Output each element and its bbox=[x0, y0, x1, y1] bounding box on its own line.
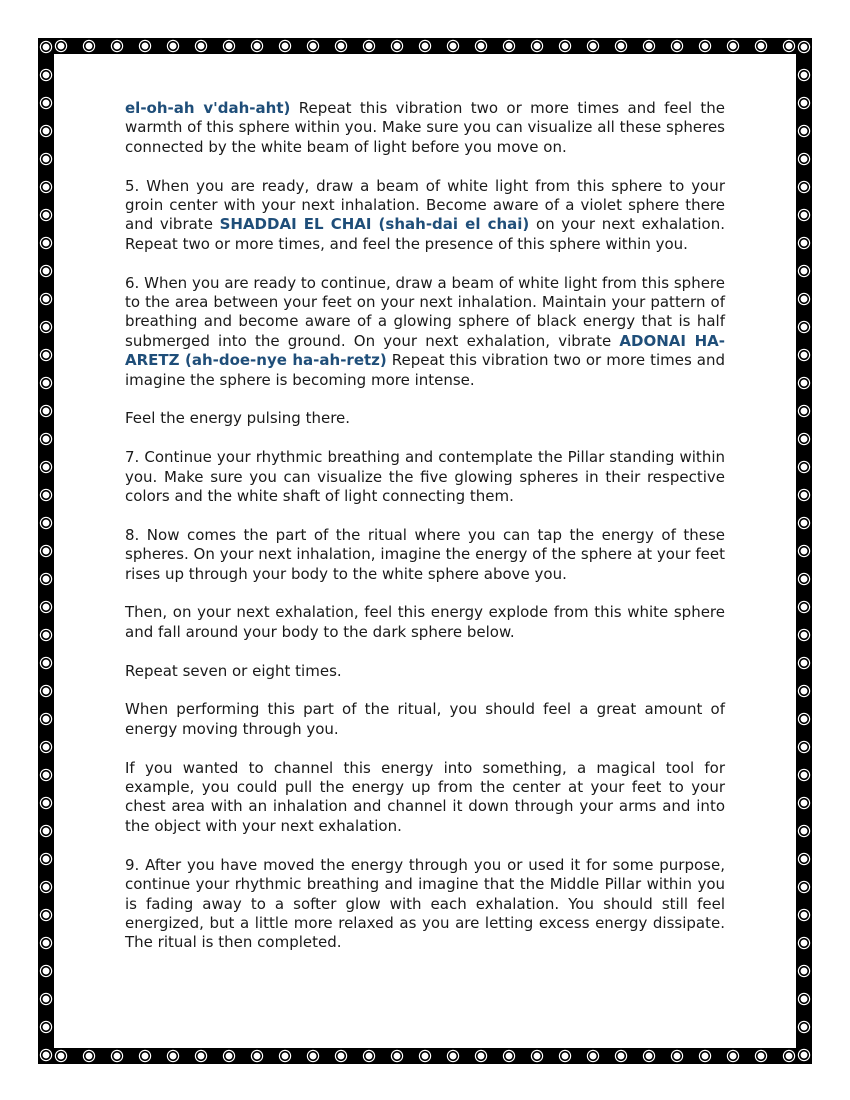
border-bottom bbox=[38, 1048, 812, 1064]
paragraph-text: Feel the energy pulsing there. bbox=[125, 409, 351, 428]
paragraph-6 bbox=[125, 526, 725, 584]
paragraph-text: Repeat seven or eight times. bbox=[125, 661, 342, 680]
paragraph-text: 5. When you are ready, draw a beam of white light from this sphere to your groin center with your next inhalation. Become aware of a violet sphere there and vibrate bbox=[125, 176, 725, 234]
document-body bbox=[125, 99, 725, 972]
border-left bbox=[38, 38, 54, 1064]
paragraph-4 bbox=[125, 409, 725, 428]
paragraph-text: 7. Continue your rhythmic breathing and contemplate the Pillar standing within you. Make sure you can visualize the five glowing spheres in their respective colors and the white shaft of light connecting them. bbox=[125, 448, 725, 506]
paragraph-text: If you wanted to channel this energy into something, a magical tool for example, you could pull the energy up from the center at your feet to your chest area with an inhalation and channel it down through your arms and into the object with your next exhalation. bbox=[125, 758, 725, 835]
paragraph-text: Repeat this vibration two or more times and imagine the sphere is becoming more intense. bbox=[125, 351, 725, 389]
paragraph-text: 6. When you are ready to continue, draw a beam of white light from this sphere to the area between your feet on your next inhalation. Maintain your pattern of breathing and become aware of a glowing sphere of black energy that is half submerged into the ground. On your next exhalation, vibrate bbox=[125, 273, 725, 350]
paragraph-2 bbox=[125, 177, 725, 255]
mantra-text: SHADDAI EL CHAI (shah-dai el chai) bbox=[219, 215, 530, 234]
paragraph-1 bbox=[125, 99, 725, 157]
paragraph-text: When performing this part of the ritual, you should feel a great amount of energy moving through you. bbox=[125, 700, 725, 738]
mantra-text: el-oh-ah v'dah-aht) bbox=[125, 99, 291, 117]
paragraph-3 bbox=[125, 274, 725, 390]
paragraph-text: on your next exhalation. Repeat two or more times, and feel the presence of this sphere within you. bbox=[125, 215, 725, 253]
paragraph-text: 8. Now comes the part of the ritual where you can tap the energy of these spheres. On your next inhalation, imagine the energy of the sphere at your feet rises up through your body to the white sphere above you. bbox=[125, 525, 725, 583]
paragraph-8 bbox=[125, 662, 725, 681]
border-top bbox=[38, 38, 812, 54]
paragraph-7 bbox=[125, 603, 725, 642]
paragraph-10 bbox=[125, 759, 725, 837]
paragraph-5 bbox=[125, 448, 725, 506]
mantra-text: ADONAI HA-ARETZ (ah-doe-nye ha-ah-retz) bbox=[125, 331, 726, 370]
border-right bbox=[796, 38, 812, 1064]
paragraph-9 bbox=[125, 700, 725, 739]
paragraph-text: 9. After you have moved the energy through you or used it for some purpose, continue your rhythmic breathing and imagine that the Middle Pillar within you is fading away to a softer glow with each exhalation. You should still feel energized, but a little more relaxed as you are letting excess energy dissipate. The ritual is then completed. bbox=[125, 855, 725, 952]
paragraph-text: Then, on your next exhalation, feel this energy explode from this white sphere and fall around your body to the dark sphere below. bbox=[125, 603, 725, 641]
paragraph-text: Repeat this vibration two or more times and feel the warmth of this sphere within you. Make sure you can visualize all these spheres connected by the white beam of light before you move on. bbox=[125, 99, 726, 156]
paragraph-11 bbox=[125, 856, 725, 953]
